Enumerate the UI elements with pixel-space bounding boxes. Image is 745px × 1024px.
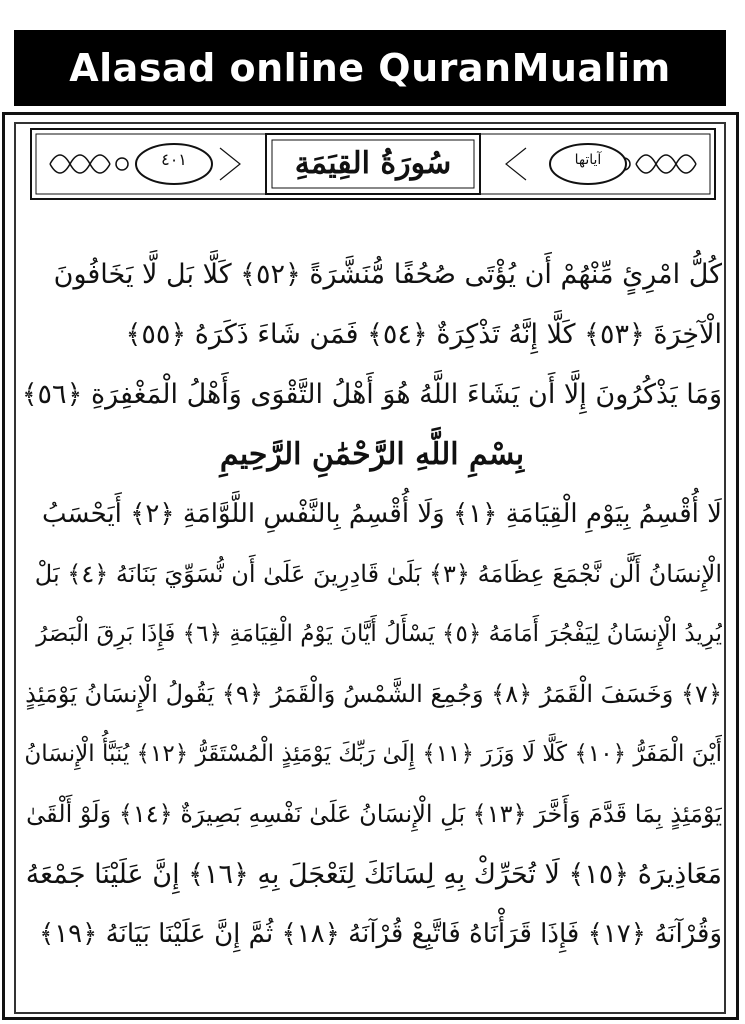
verse-text: كُلُّ امْرِئٍ مِّنْهُمْ أَن يُؤْتَى صُحُفًا مُّنَشَّرَةً ﴿٥٢﴾ كَلَّا بَل لَّا يَخَافُونَ bbox=[53, 258, 722, 290]
ayat-label: آياتها bbox=[574, 152, 602, 168]
verse-line bbox=[22, 784, 722, 844]
verse-line bbox=[22, 244, 722, 304]
verse-text: يُرِيدُ الْإِنسَانُ لِيَفْجُرَ أَمَامَهُ ﴿٥﴾ يَسْأَلُ أَيَّانَ يَوْمُ الْقِيَامَةِ ﴿٦﴾ فَإِذَا بَرِقَ الْبَصَرُ bbox=[36, 621, 722, 647]
verse-text: لَا أُقْسِمُ بِيَوْمِ الْقِيَامَةِ ﴿١﴾ وَلَا أُقْسِمُ بِالنَّفْسِ اللَّوَّامَةِ ﴿٢﴾ أَيَحْسَبُ bbox=[41, 499, 722, 529]
basmala-text: بِسْمِ اللَّهِ الرَّحْمَٰنِ الرَّحِيمِ bbox=[219, 436, 525, 472]
verse-text: أَيْنَ الْمَفَرُّ ﴿١٠﴾ كَلَّا لَا وَزَرَ ﴿١١﴾ إِلَىٰ رَبِّكَ يَوْمَئِذٍ الْمُسْتَقَرُّ ﴿١٢﴾ يُنَبَّأُ الْإِنسَانُ bbox=[24, 741, 722, 767]
banner-title: Alasad online QuranMualim bbox=[69, 46, 671, 90]
basmala-line bbox=[22, 424, 722, 484]
verse-line bbox=[22, 304, 722, 364]
verse-text: وَمَا يَذْكُرُونَ إِلَّا أَن يَشَاءَ اللَّهُ هُوَ أَهْلُ التَّقْوَى وَأَهْلُ الْمَغْفِرَةِ ﴿٥٦﴾ bbox=[22, 378, 722, 410]
verse-line bbox=[22, 844, 722, 904]
surah-header bbox=[30, 128, 716, 200]
verse-lines bbox=[22, 236, 722, 964]
verse-line bbox=[22, 544, 722, 604]
verse-line bbox=[22, 484, 722, 544]
verse-line bbox=[22, 604, 722, 664]
verse-line bbox=[22, 364, 722, 424]
verse-line bbox=[22, 904, 722, 964]
verse-text: ﴿٧﴾ وَخَسَفَ الْقَمَرُ ﴿٨﴾ وَجُمِعَ الشَّمْسُ وَالْقَمَرُ ﴿٩﴾ يَقُولُ الْإِنسَانُ يَوْمَئِذٍ bbox=[25, 680, 722, 708]
verse-text: الْآخِرَةَ ﴿٥٣﴾ كَلَّا إِنَّهُ تَذْكِرَةٌ ﴿٥٤﴾ فَمَن شَاءَ ذَكَرَهُ ﴿٥٥﴾ bbox=[125, 318, 722, 350]
verse-line bbox=[22, 724, 722, 784]
site-banner bbox=[14, 30, 726, 106]
verse-text: وَقُرْآنَهُ ﴿١٧﴾ فَإِذَا قَرَأْنَاهُ فَاتَّبِعْ قُرْآنَهُ ﴿١٨﴾ ثُمَّ إِنَّ عَلَيْنَا بَيَانَهُ ﴿١٩﴾ bbox=[38, 919, 722, 949]
page-number: ٤٠١ bbox=[161, 150, 187, 169]
verse-line bbox=[22, 664, 722, 724]
surah-title: سُورَةُ القِيَمَةِ bbox=[294, 145, 452, 181]
verse-text: يَوْمَئِذٍ بِمَا قَدَّمَ وَأَخَّرَ ﴿١٣﴾ بَلِ الْإِنسَانُ عَلَىٰ نَفْسِهِ بَصِيرَةٌ ﴿١٤﴾ وَلَوْ أَلْقَىٰ bbox=[26, 800, 722, 828]
verse-text: مَعَاذِيرَهُ ﴿١٥﴾ لَا تُحَرِّكْ بِهِ لِسَانَكَ لِتَعْجَلَ بِهِ ﴿١٦﴾ إِنَّ عَلَيْنَا جَمْعَهُ bbox=[25, 858, 722, 890]
verse-text: الْإِنسَانُ أَلَّن نَّجْمَعَ عِظَامَهُ ﴿٣﴾ بَلَىٰ قَادِرِينَ عَلَىٰ أَن نُّسَوِّيَ بَنَانَهُ ﴿٤﴾ بَلْ bbox=[34, 560, 722, 588]
